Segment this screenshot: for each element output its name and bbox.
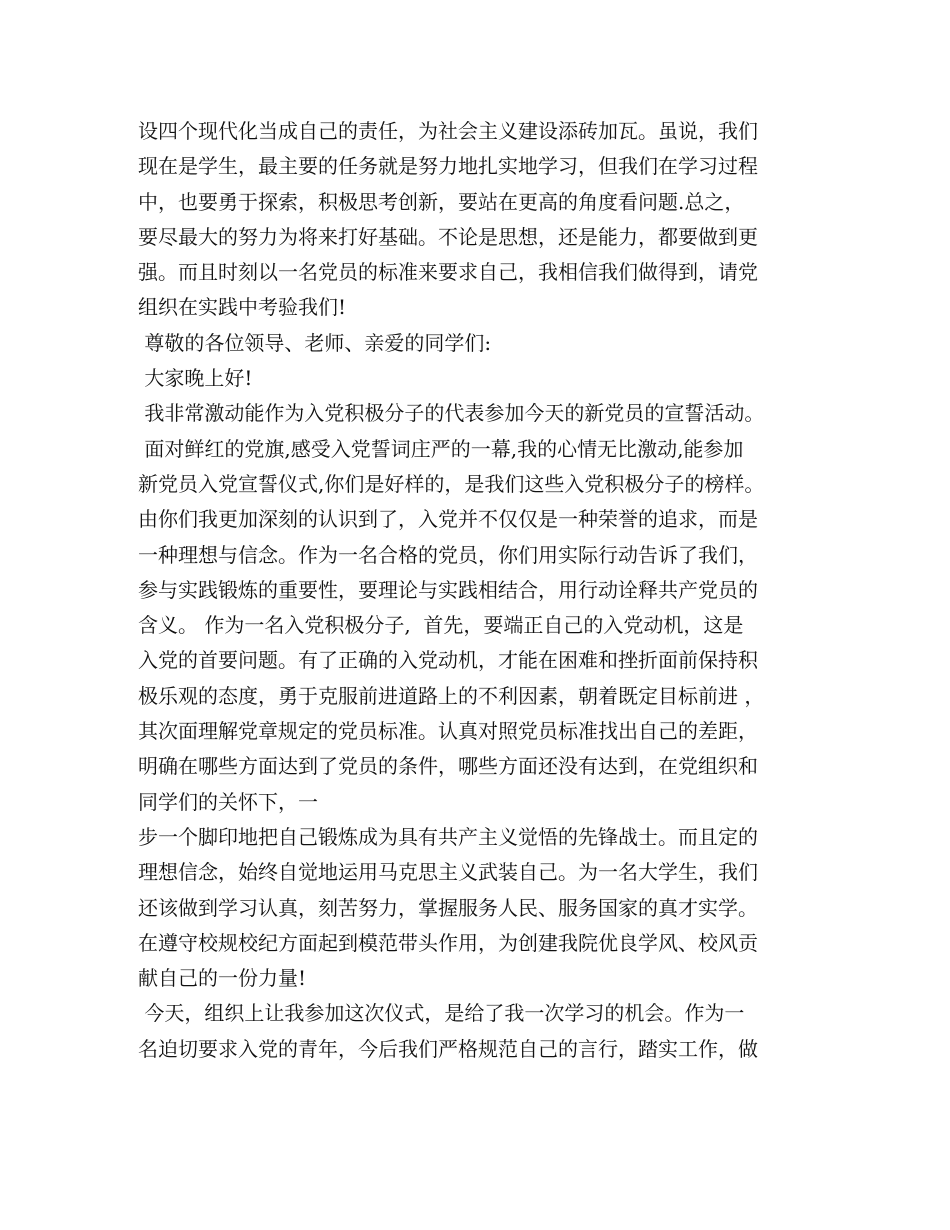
greeting-line: 大家晚上好! (138, 366, 253, 391)
text-line: 还该做到学习认真，刻苦努力，掌握服务人民、服务国家的真才实学。 (138, 895, 758, 920)
text-line: 极乐观的态度，勇于克服前进道路上的不利因素，朝着既定目标前进 ， (138, 683, 765, 708)
text-line: 设四个现代化当成自己的责任，为社会主义建设添砖加瓦。虽说，我们 (138, 119, 758, 143)
text-line: 要尽最大的努力为将来打好基础。不论是思想，还是能力，都要做到更 (138, 224, 758, 249)
text-line: 入党的首要问题。有了正确的入党动机，才能在困难和挫折面前保持积 (138, 648, 758, 673)
text-line: 明确在哪些方面达到了党员的条件，哪些方面还没有达到，在党组织和 (138, 754, 758, 779)
text-line: 含义。 作为一名入党积极分子, 首先，要端正自己的入党动机，这是 (138, 613, 744, 638)
text-line: 面对鲜红的党旗,感受入党誓词庄严的一幕,我的心情无比激动,能参加 (138, 436, 744, 461)
text-line: 步一个脚印地把自己锻炼成为具有共产主义觉悟的先锋战士。而且定的 (138, 824, 758, 849)
text-line: 理想信念，始终自觉地运用马克思主义武装自己。为一名大学生，我们 (138, 860, 758, 885)
text-line: 我非常激动能作为入党积极分子的代表参加今天的新党员的宣誓活动。 (138, 401, 765, 426)
text-line: 一种理想与信念。作为一名合格的党员，你们用实际行动告诉了我们， (138, 542, 758, 567)
text-line: 组织在实践中考验我们! (138, 295, 347, 320)
text-line: 名迫切要求入党的青年，今后我们严格规范自己的言行，踏实工作，做 (138, 1036, 758, 1061)
text-line: 其次面理解党章规定的党员标准。认真对照党员标准找出自己的差距， (138, 719, 758, 744)
text-line: 在遵守校规校纪方面起到模范带头作用，为创建我院优良学风、校风贡 (138, 930, 758, 955)
text-line: 由你们我更加深刻的认识到了，入党并不仅仅是一种荣誉的追求，而是 (138, 507, 758, 532)
text-line: 献自己的一份力量! (138, 966, 307, 991)
text-line: 同学们的关怀下，一 (138, 789, 318, 814)
salutation-line: 尊敬的各位领导、老师、亲爱的同学们: (138, 330, 492, 355)
text-line: 新党员入党宣誓仪式,你们是好样的，是我们这些入党积极分子的榜样。 (138, 471, 765, 496)
text-line: 参与实践锻炼的重要性，要理论与实践相结合，用行动诠释共产党员的 (138, 577, 758, 602)
text-line: 现在是学生，最主要的任务就是努力地扎实地学习，但我们在学习过程 (138, 154, 758, 179)
text-line: 中，也要勇于探索，积极思考创新，要站在更高的角度看问题.总之， (138, 189, 745, 214)
text-line: 今天，组织上让我参加这次仪式，是给了我一次学习的机会。作为一 (138, 1001, 745, 1026)
text-line: 强。而且时刻以一名党员的标准来要求自己，我相信我们做得到，请党 (138, 260, 758, 285)
document-body (138, 114, 838, 1067)
